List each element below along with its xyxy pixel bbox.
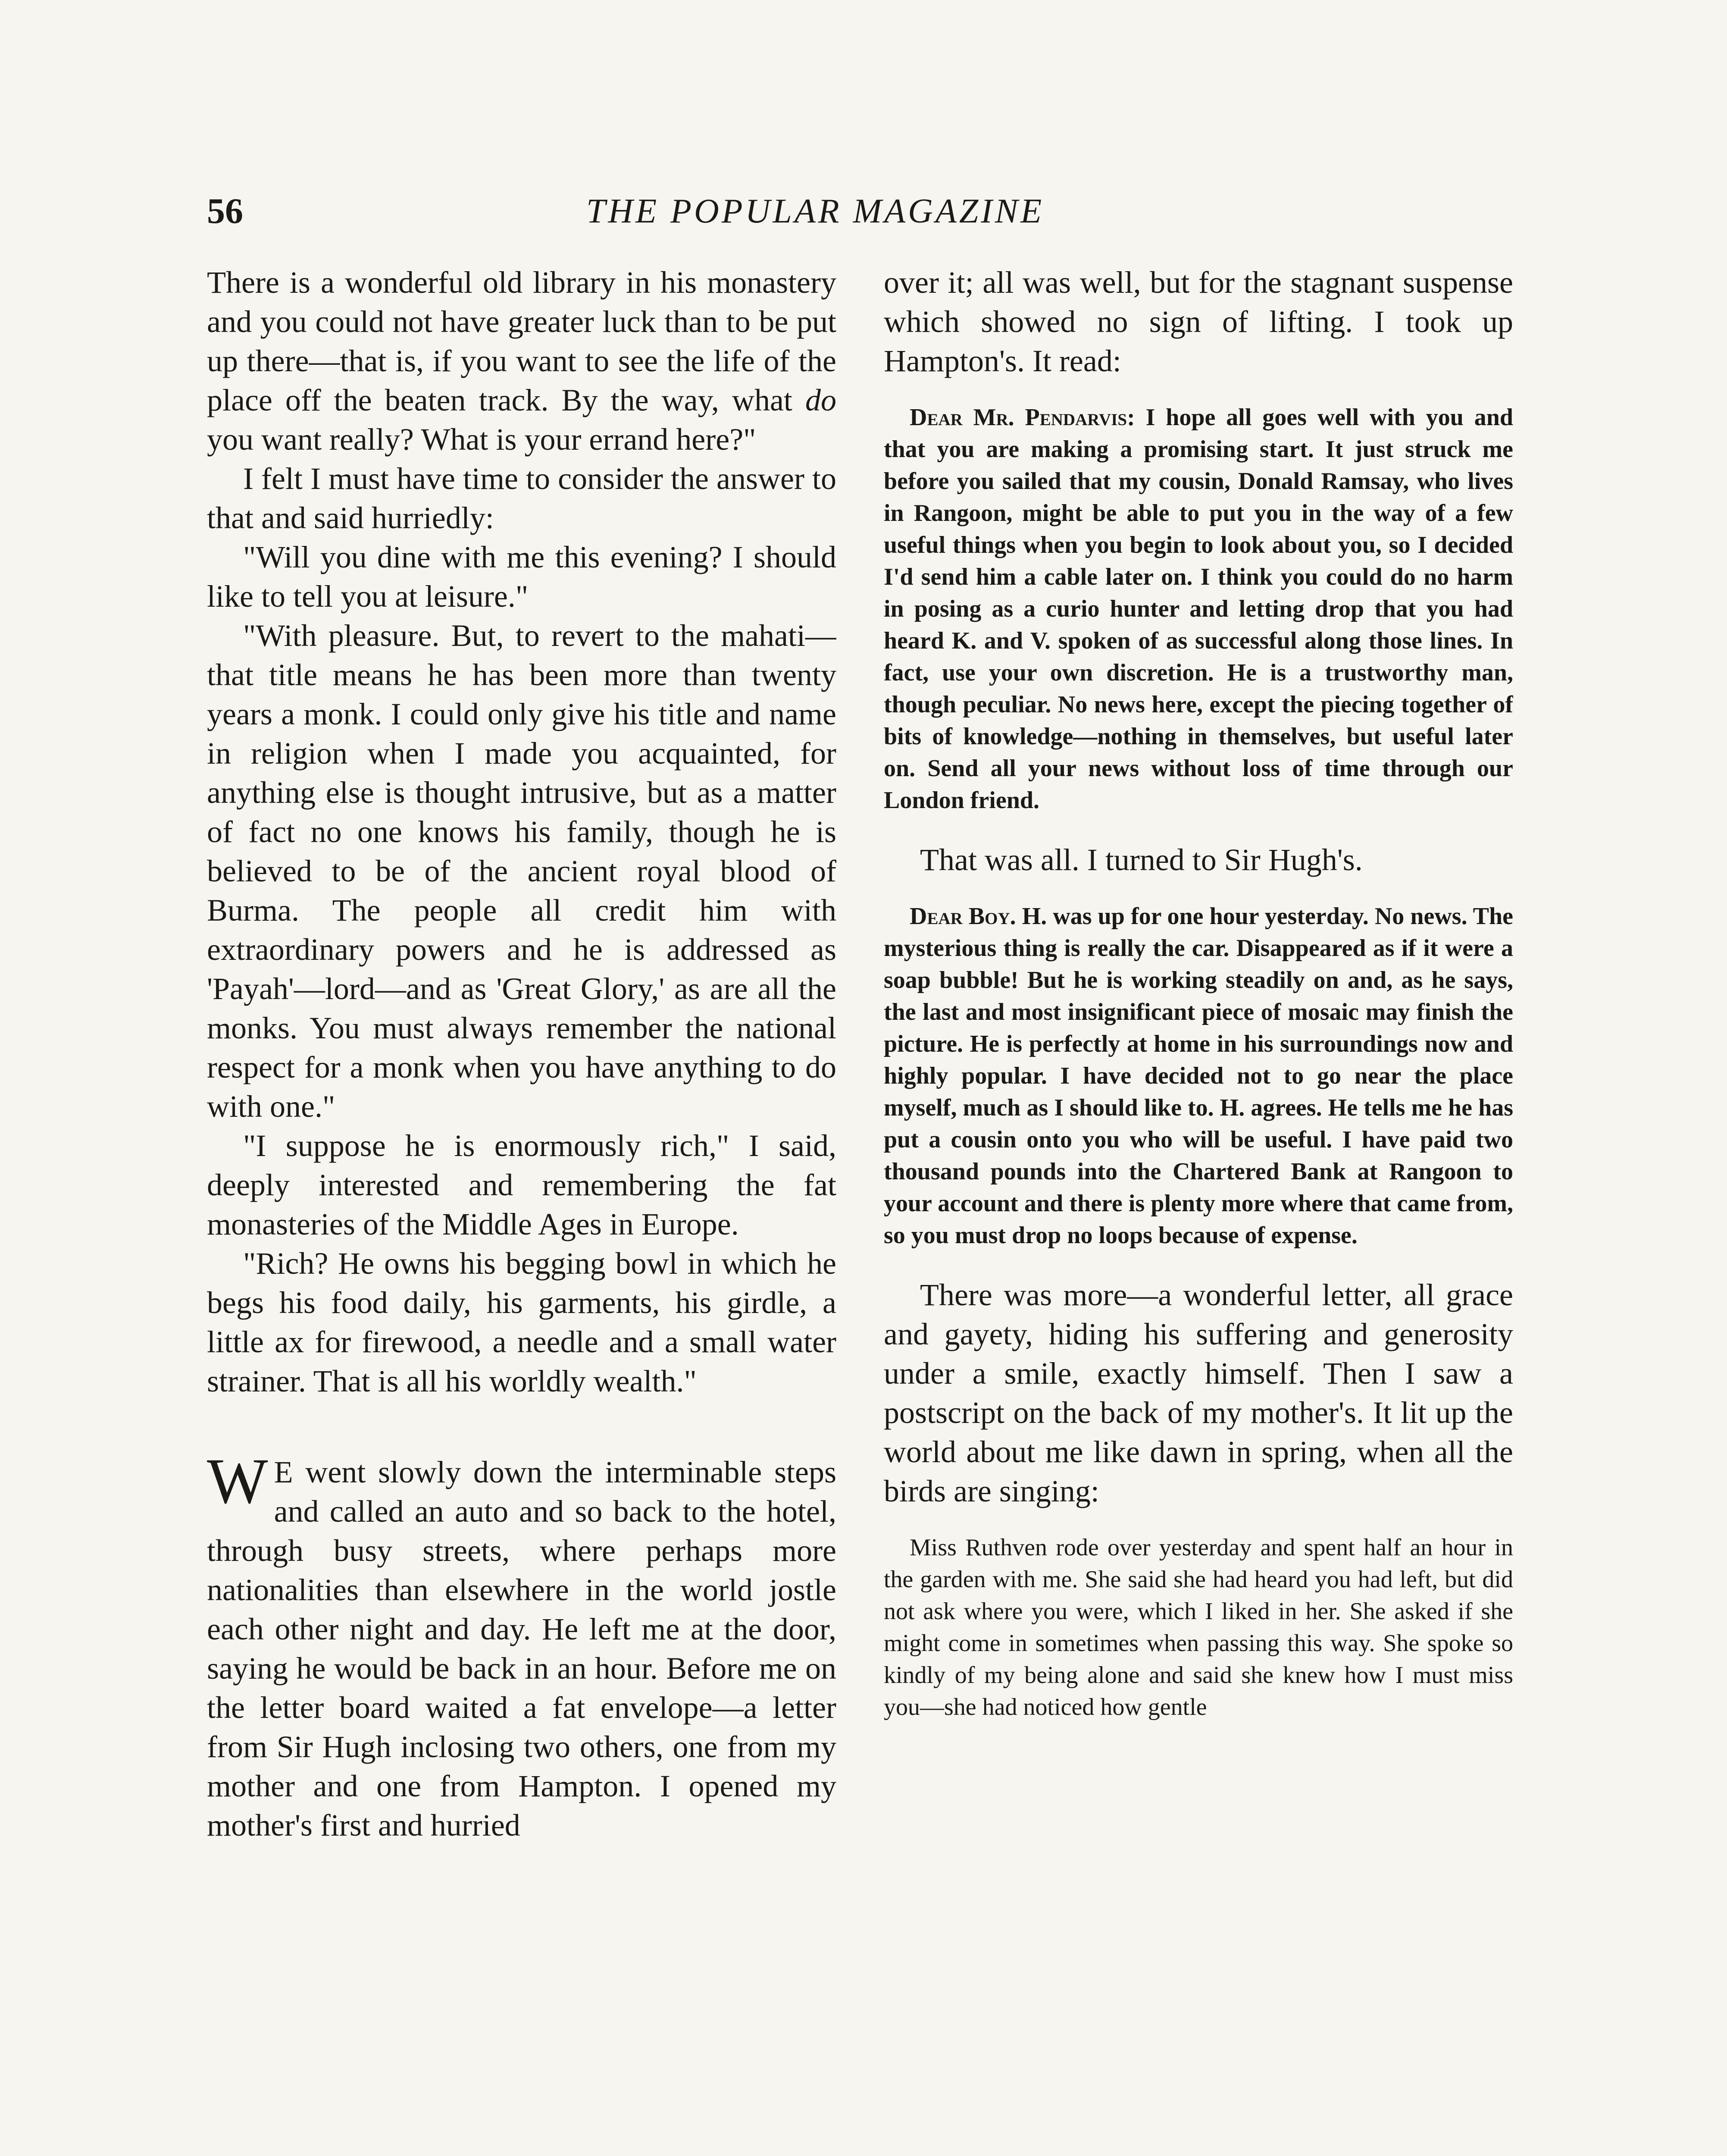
right-column	[884, 263, 1513, 2156]
paragraph: "Will you dine with me this evening? I should like to tell you at leisure."	[207, 540, 836, 614]
letter-hampton	[884, 401, 1513, 816]
paragraph	[207, 263, 836, 459]
paragraph: over it; all was well, but for the stagnant suspense which showed no sign of lifting. I took up Hampton's. It read:	[884, 265, 1513, 378]
paragraph-text: There is a wonderful old library in his monastery and you could not have greater luck than to be put up there—that is, if you want to see the life of the place off the beaten track. By the way, what	[207, 265, 836, 417]
left-column	[207, 263, 836, 2156]
section-break	[207, 1401, 836, 1453]
letter-postscript: Miss Ruthven rode over yesterday and spent half an hour in the garden with me. She said she had heard you had left, but did not ask where you were, which I liked in her. She asked if she might come in sometimes when passing this way. She spoke so kindly of my being alone and said she knew how I must miss you—she had noticed how gentle	[884, 1534, 1513, 1720]
page-header	[207, 185, 1380, 237]
letter-sir-hugh	[884, 900, 1513, 1251]
drop-cap: W	[207, 1445, 268, 1517]
paragraph: I felt I must have time to consider the answer to that and said hurriedly:	[207, 461, 836, 535]
letter-salutation: Dear Mr. Pendarvis:	[910, 404, 1135, 431]
paragraph: There was more—a wonderful letter, all grace and gayety, hiding his suffering and generosity under a smile, exactly himself. Then I saw a postscript on the back of my mother's. It lit up the world about me like dawn in spring, when all the birds are singing:	[884, 1278, 1513, 1508]
paragraph: "With pleasure. But, to revert to the mahati—that title means he has been more than twenty years a monk. I could only give his title and name in religion when I made you acquainted, for anything else is thought intrusive, but as a matter of fact no one knows his family, though he is believed to be of the ancient royal blood of Burma. The people all credit him with extraordinary powers and he is addressed as 'Payah'—lord—and as 'Great Glory,' as are all the monks. You must always remember the national respect for a monk when you have anything to do with one."	[207, 618, 836, 1124]
paragraph: "Rich? He owns his begging bowl in which he begs his food daily, his garments, his girdle, a little ax for firewood, a needle and a small water strainer. That is all his worldly wealth."	[207, 1246, 836, 1398]
emphasis-text: do	[805, 383, 836, 417]
letter-body: H. was up for one hour yesterday. No news. The mysterious thing is really the car. Disappeared as if it were a soap bubble! But he is working steadily on and, as he says, the last and most insignificant piece of mosaic may finish the picture. He is perfectly at home in his surroundings now and highly popular. I have decided not to go near the place myself, much as I should like to. H. agrees. He tells me he has put a cousin onto you who will be useful. I have paid two thousand pounds into the Chartered Bank at Rangoon to your account and there is plenty more where that came from, so you must drop no loops because of expense.	[884, 903, 1513, 1249]
paragraph: That was all. I turned to Sir Hugh's.	[920, 843, 1363, 877]
page-number: 56	[207, 191, 243, 231]
paragraph-text: went slowly down the interminable steps and called an auto and so back to the hotel, through busy streets, where perhaps more nationalities than elsewhere in the world jostle each other night and day. He left me at the door, saying he would be back in an hour. Before me on the letter board waited a fat envelope—a letter from Sir Hugh inclosing two others, one from my mother and one from Hampton. I opened my mother's first and hurried	[207, 1455, 836, 1843]
letter-salutation: Dear Boy.	[910, 903, 1016, 930]
paragraph-text: E	[274, 1455, 293, 1489]
paragraph: "I suppose he is enormously rich," I said, deeply interested and remembering the fat monasteries of the Middle Ages in Europe.	[207, 1128, 836, 1241]
letter-body: I hope all goes well with you and that you are making a promising start. It just struck me before you sailed that my cousin, Donald Ramsay, who lives in Rangoon, might be able to put you in the way of a few useful things when you begin to look about you, so I decided I'd send him a cable later on. I think you could do no harm in posing as a curio hunter and letting drop that you had heard K. and V. spoken of as successful along those lines. In fact, use your own discretion. He is a trustworthy man, though peculiar. No news here, except the piecing together of bits of knowledge—nothing in themselves, but useful later on. Send all your news without loss of time through our London friend.	[884, 404, 1513, 814]
section-opening-paragraph	[207, 1445, 836, 1845]
running-title: THE POPULAR MAGAZINE	[586, 192, 1045, 230]
paragraph-text: you want really? What is your errand here?"	[207, 422, 756, 457]
